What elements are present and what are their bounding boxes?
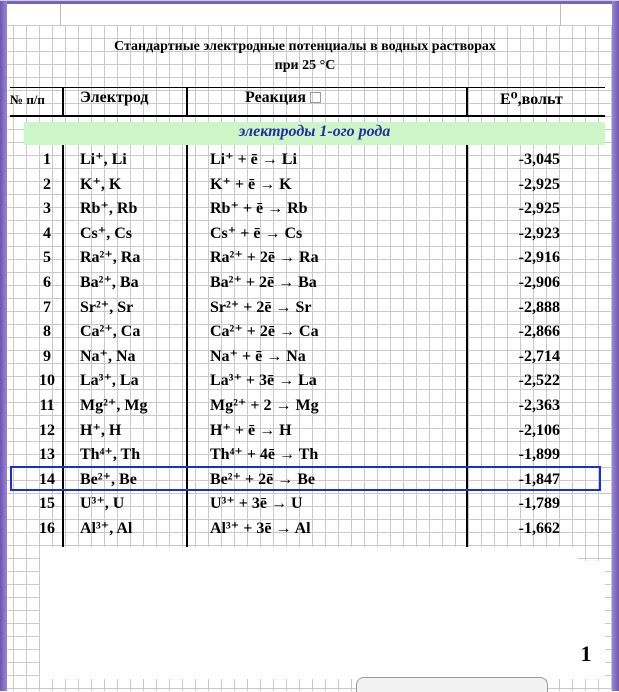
- row-electrode: Na⁺, Na: [80, 347, 136, 365]
- row-highlight-box: [10, 466, 601, 491]
- title-line-1: Стандартные электродные потенциалы в водных растворах: [114, 39, 496, 54]
- row-number: 15: [39, 495, 55, 513]
- table-row: [0, 319, 619, 344]
- header-top-rule: [10, 87, 605, 88]
- row-reaction: Na⁺ + ē → Na: [210, 347, 306, 365]
- row-number: 3: [43, 200, 51, 218]
- row-number: 16: [39, 520, 55, 537]
- row-reaction: Al³⁺ + 3ē → Al: [210, 520, 311, 537]
- row-electrode: H⁺, H: [80, 421, 122, 439]
- row-potential: -2,916: [518, 249, 560, 267]
- table-row: [0, 172, 619, 197]
- row-number: 4: [43, 224, 51, 242]
- row-electrode: La³⁺, La: [80, 372, 139, 390]
- row-potential: -2,106: [518, 421, 560, 439]
- row-electrode: Th⁴⁺, Th: [80, 446, 141, 464]
- row-number: 2: [43, 175, 51, 193]
- row-number: 8: [43, 323, 51, 341]
- table-row: [0, 221, 619, 246]
- row-reaction: Be²⁺ + 2ē → Be: [210, 470, 316, 488]
- row-number: 1: [43, 151, 51, 168]
- top-bar: [0, 1, 619, 25]
- row-potential: -1,789: [518, 495, 560, 513]
- row-reaction: La³⁺ + 3ē → La: [210, 372, 317, 390]
- row-potential: -2,363: [518, 397, 560, 414]
- page-number: 1: [580, 641, 592, 666]
- row-potential: -2,888: [518, 298, 560, 316]
- table-row: [0, 344, 619, 369]
- row-electrode: Li⁺, Li: [80, 151, 127, 168]
- row-reaction: H⁺ + ē → H: [210, 421, 292, 439]
- row-potential: -1,847: [518, 470, 560, 488]
- row-reaction: Sr²⁺ + 2ē → Sr: [210, 298, 312, 316]
- row-number: 6: [43, 274, 51, 291]
- table-row: [0, 245, 619, 270]
- table-row: [0, 516, 619, 541]
- row-potential: -1,662: [518, 520, 560, 537]
- row-number: 12: [39, 421, 55, 439]
- table-row: [0, 196, 619, 221]
- frame-top: [0, 1, 619, 4]
- table-row: [0, 418, 619, 443]
- row-number: 11: [39, 397, 55, 414]
- row-potential: -2,714: [518, 347, 560, 365]
- row-electrode: Al³⁺, Al: [80, 520, 133, 537]
- row-electrode: Ra²⁺, Ra: [80, 249, 141, 267]
- header-potential: E⁰,вольт: [500, 91, 563, 108]
- row-potential: -1,899: [518, 446, 560, 464]
- row-electrode: Be²⁺, Be: [80, 470, 137, 488]
- row-potential: -2,923: [518, 224, 560, 242]
- blank-panel: [40, 547, 578, 679]
- row-reaction: Ra²⁺ + 2ē → Ra: [210, 249, 319, 267]
- page-title: [30, 37, 580, 75]
- row-reaction: Ca²⁺ + 2ē → Ca: [210, 323, 319, 341]
- row-potential: -2,522: [518, 372, 560, 390]
- row-potential: -2,906: [518, 274, 560, 291]
- row-reaction: Li⁺ + ē → Li: [210, 151, 297, 168]
- row-electrode: Rb⁺, Rb: [80, 200, 138, 218]
- column-divider: [186, 87, 188, 117]
- table-row: [0, 147, 619, 172]
- table-row: [0, 368, 619, 393]
- table-row: [0, 295, 619, 320]
- table-row: [0, 491, 619, 516]
- header-num: № п/п: [10, 92, 45, 107]
- row-electrode: K⁺, K: [80, 175, 122, 193]
- row-number: 5: [43, 249, 51, 267]
- checkbox-icon: [310, 92, 321, 103]
- column-divider: [62, 87, 64, 117]
- top-bar-divider: [560, 1, 561, 25]
- row-number: 10: [39, 372, 55, 390]
- table-row: [0, 442, 619, 467]
- row-electrode: Mg²⁺, Mg: [80, 397, 148, 414]
- row-electrode: Cs⁺, Cs: [80, 224, 133, 242]
- top-bar-divider: [60, 1, 61, 25]
- row-electrode: U³⁺, U: [80, 495, 125, 513]
- title-line-2: при 25 °C: [274, 58, 336, 73]
- table-row: [0, 270, 619, 295]
- row-reaction: Th⁴⁺ + 4ē → Th: [210, 446, 319, 464]
- row-electrode: Ba²⁺, Ba: [80, 274, 139, 291]
- row-reaction: Rb⁺ + ē → Rb: [210, 200, 308, 218]
- row-reaction: Cs⁺ + ē → Cs: [210, 224, 303, 242]
- header-reaction-label: Реакция: [245, 89, 306, 106]
- row-reaction: Mg²⁺ + 2 → Mg: [210, 397, 319, 414]
- column-divider: [466, 87, 468, 117]
- header-electrode: Электрод: [80, 89, 149, 106]
- row-number: 14: [39, 470, 55, 488]
- row-potential: -2,925: [518, 175, 560, 193]
- row-number: 9: [43, 347, 51, 365]
- row-potential: -2,925: [518, 200, 560, 218]
- row-potential: -3,045: [518, 151, 560, 168]
- row-electrode: Ca²⁺, Ca: [80, 323, 141, 341]
- table-row: [0, 393, 619, 418]
- header-reaction: [245, 89, 321, 107]
- header-bottom-rule: [10, 115, 605, 117]
- row-number: 13: [39, 446, 55, 464]
- section-title: электроды 1-ого рода: [238, 123, 391, 140]
- row-reaction: Ba²⁺ + 2ē → Ba: [210, 274, 317, 291]
- row-electrode: Sr²⁺, Sr: [80, 298, 134, 316]
- row-reaction: U³⁺ + 3ē → U: [210, 495, 303, 513]
- row-potential: -2,866: [518, 323, 560, 341]
- row-reaction: K⁺ + ē → K: [210, 175, 292, 193]
- row-number: 7: [43, 298, 51, 316]
